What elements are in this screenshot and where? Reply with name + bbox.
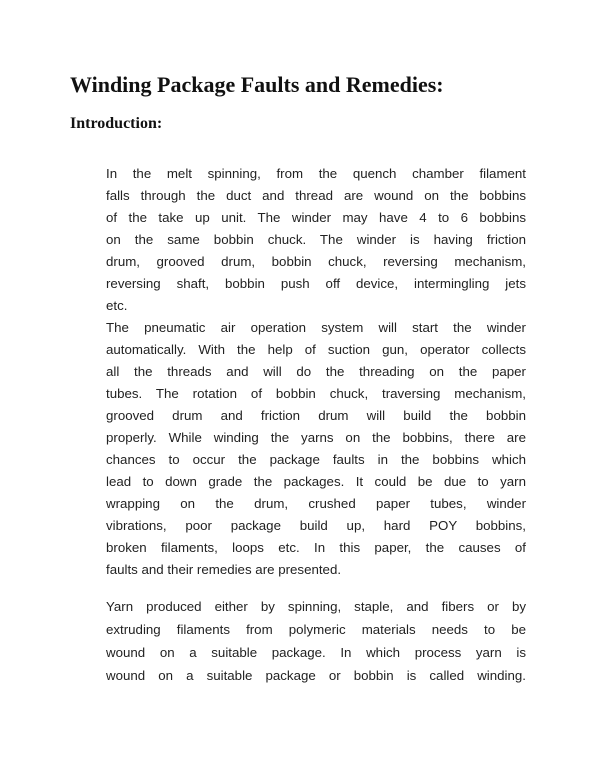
paragraph-1-line: falls through the duct and thread are wound on the bobbins bbox=[106, 188, 526, 203]
paragraph-1-line: drum, grooved drum, bobbin chuck, reversing mechanism, bbox=[106, 254, 526, 269]
paragraph-2-line: lead to down grade the packages. It could be due to yarn bbox=[106, 474, 526, 489]
paragraph-2-line: all the threads and will do the threading on the paper bbox=[106, 364, 526, 379]
paragraph-2-line: vibrations, poor package build up, hard POY bobbins, bbox=[106, 518, 526, 533]
section-heading: Introduction: bbox=[70, 115, 163, 132]
paragraph-1-line: In the melt spinning, from the quench chamber filament bbox=[106, 166, 526, 181]
page-title: Winding Package Faults and Remedies: bbox=[70, 72, 444, 97]
paragraph-3-line: extruding filaments from polymeric materials needs to be bbox=[106, 622, 526, 637]
paragraph-2-line: broken filaments, loops etc. In this paper, the causes of bbox=[106, 540, 526, 555]
paragraph-2-line: wrapping on the drum, crushed paper tubes, winder bbox=[106, 496, 526, 511]
paragraph-2-line: tubes. The rotation of bobbin chuck, traversing mechanism, bbox=[106, 386, 526, 401]
paragraph-3-line: Yarn produced either by spinning, staple, and fibers or by bbox=[106, 599, 526, 614]
paragraph-1-line: of the take up unit. The winder may have 4 to 6 bobbins bbox=[106, 210, 526, 225]
paragraph-2-line: properly. While winding the yarns on the bobbins, there are bbox=[106, 430, 526, 445]
paragraph-1-line: on the same bobbin chuck. The winder is having friction bbox=[106, 232, 526, 247]
paragraph-2-line: The pneumatic air operation system will start the winder bbox=[106, 320, 526, 335]
paragraph-1-line: reversing shaft, bobbin push off device, intermingling jets bbox=[106, 276, 526, 291]
paragraph-2-line: grooved drum and friction drum will build the bobbin bbox=[106, 408, 526, 423]
paragraph-2-line: automatically. With the help of suction gun, operator collects bbox=[106, 342, 526, 357]
paragraph-2-line: chances to occur the package faults in the bobbins which bbox=[106, 452, 526, 467]
paragraph-3-line: wound on a suitable package. In which process yarn is bbox=[106, 645, 526, 660]
paragraph-1-line: etc. bbox=[106, 298, 128, 313]
paragraph-2-line: faults and their remedies are presented. bbox=[106, 562, 342, 577]
paragraph-3-line: wound on a suitable package or bobbin is called winding. bbox=[106, 668, 526, 683]
